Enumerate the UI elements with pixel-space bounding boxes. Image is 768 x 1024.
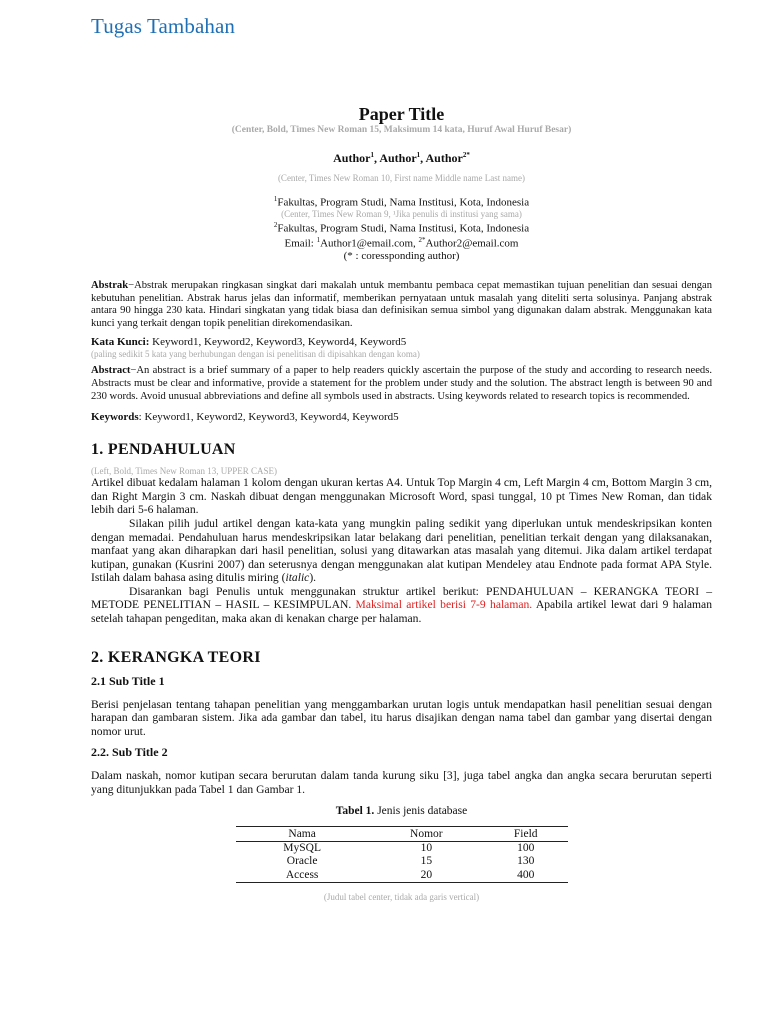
author-1: Author bbox=[333, 151, 371, 165]
affiliation-format-note: (Center, Times New Roman 9, ¹Jika penulis di institusi yang sama) bbox=[281, 208, 522, 219]
author-2-sup: 1 bbox=[416, 151, 421, 159]
author-3-sup: 2* bbox=[462, 151, 470, 159]
table-header-row bbox=[236, 826, 568, 841]
kata-kunci-text: Keyword1, Keyword2, Keyword3, Keyword4, Keyword5 bbox=[149, 336, 407, 349]
paper-title: Paper Title bbox=[358, 104, 445, 124]
affiliation-2 bbox=[91, 219, 712, 235]
table-caption-label: Tabel 1. bbox=[335, 804, 375, 817]
email-1: Author1@email.com, bbox=[320, 237, 419, 250]
section-2-heading: 2. KERANGKA TEORI bbox=[91, 648, 261, 666]
affiliation-1-sup: 1 bbox=[273, 195, 278, 203]
subsection-2-1-heading: 2.1 Sub Title 1 bbox=[91, 673, 165, 688]
section-1-paragraph-2 bbox=[91, 517, 712, 585]
title-format-note: (Center, Bold, Times New Roman 15, Maksimum 14 kata, Huruf Awal Huruf Besar) bbox=[231, 125, 572, 135]
subsection-2-2-text: Dalam naskah, nomor kutipan secara berurutan dalam tanda kurung siku [3], juga tabel angka dan angka secara berurutan seperti yang ditunjukkan pada Tabel 1 dan Gambar 1. bbox=[91, 769, 712, 797]
email-2-sup: 2* bbox=[418, 236, 426, 245]
subsection-2-1-text: Berisi penjelasan tentang tahapan penelitian yang menggambarkan urutan logis untuk mendapatkan hasil penelitian sesuai dengan harapan dan gambaran sistem. Jika ada gambar dan tabel, itu harus disajikan dengan nama tabel dan gambar yang disertai dengan nomor urut. bbox=[91, 697, 712, 738]
author-2: Author bbox=[379, 151, 417, 165]
affiliation-1-text: Fakultas, Program Studi, Nama Institusi, Kota, Indonesia bbox=[277, 196, 530, 209]
affiliation-2-sup: 2 bbox=[273, 220, 278, 229]
keywords-line bbox=[91, 411, 712, 424]
section-1-heading: 1. PENDAHULUAN bbox=[91, 441, 236, 459]
table-cell: 20 bbox=[369, 869, 484, 883]
section-1-paragraph-3 bbox=[91, 585, 712, 626]
author-1-sup: 1 bbox=[370, 151, 374, 159]
kata-kunci-label: Kata Kunci: bbox=[91, 336, 150, 349]
affiliation-1 bbox=[91, 193, 712, 209]
table-cell: Access bbox=[236, 869, 369, 883]
paragraph-3-text: Disarankan bagi Penulis untuk menggunakan struktur artikel berikut: PENDAHULUAN – KERANGKA TEORI – METODE PENELITIAN – HASIL – KESIMPULAN. bbox=[91, 584, 712, 612]
table-cell: 100 bbox=[517, 841, 535, 854]
email-line bbox=[91, 234, 712, 250]
abstrak-label: Abstrak bbox=[91, 279, 129, 291]
section-1-format-note: (Left, Bold, Times New Roman 13, UPPER CASE) bbox=[91, 466, 278, 477]
table-caption bbox=[91, 805, 712, 817]
italic-term: italic bbox=[285, 571, 310, 585]
table-cell: 15 bbox=[420, 855, 433, 868]
corresponding-note: (* : coressponding author) bbox=[343, 249, 460, 262]
section-1-paragraph-1: Artikel dibuat kedalam halaman 1 kolom dengan ukuran kertas A4. Untuk Top Margin 4 cm, Left Margin 4 cm, Bottom Margin 3 cm, dan Right Margin 3 cm. Naskah dibuat dengan menggunakan Microsoft Word, spasi tunggal, 10 pt Times New Roman, dan tidak lebih dari 5-6 halaman. bbox=[91, 476, 712, 517]
paragraph-3-end: Apabila artikel lewat dari 9 halaman setelah tahapan pengeditan, maka akan di kenakan charge per halaman. bbox=[91, 598, 712, 626]
email-prefix: Email: bbox=[284, 237, 317, 250]
author-line: Author$^1$, Author$^1$, Author$^{2*}$ bbox=[333, 151, 470, 165]
table-row bbox=[236, 841, 568, 855]
table-cell: 10 bbox=[420, 841, 433, 854]
author-format-note: (Center, Times New Roman 10, First name Middle name Last name) bbox=[277, 173, 526, 183]
kata-kunci-line bbox=[91, 336, 712, 349]
table-format-note: (Judul tabel center, tidak ada garis vertical) bbox=[323, 892, 480, 903]
table-header-field: Field bbox=[484, 826, 568, 841]
paragraph-2-text: Silakan pilih judul artikel dengan kata-kata yang mungkin paling sedikit yang diperlukan untuk mendeskripsikan konten dengan memadai. Pendahuluan harus mendeskripsikan latar belakang dari penelitian, penelitian terkait dengan yang dilaksanakan, manfaat yang akan diharapkan dari hasil penelitian, solusi yang ditawarkan atas masalah yang ditemui. Jika dalam artikel terdapat kutipan, gunakan (Kusrini 2007) dan seterusnya dengan menggunakan alat kutipan Mendeley atau Endnote pada format APA Style. Istilah dalam bahasa asing ditulis miring ( bbox=[91, 516, 712, 585]
abstract-paragraph bbox=[91, 365, 712, 403]
paper-page bbox=[91, 100, 712, 902]
keywords-label: Keywords bbox=[91, 411, 139, 424]
table-cell: 130 bbox=[517, 855, 535, 868]
abstrak-paragraph bbox=[91, 280, 712, 330]
abstract-text: −An abstract is a brief summary of a paper to help readers quickly ascertain the purpose of the study and according to research needs. Abstracts must be clear and informative, provide a statement for the problem under study and the solution. The abstract length is between 90 and 230 words. Avoid unusual abbreviations and define all symbols used in abstracts. Using keywords related to research topics is recommended. bbox=[91, 365, 712, 402]
table-cell: 400 bbox=[484, 869, 568, 883]
page-limit-warning: Maksimal artikel berisi 7-9 halaman. bbox=[355, 598, 533, 612]
table-row bbox=[236, 869, 568, 883]
subsection-2-2-heading: 2.2. Sub Title 2 bbox=[91, 745, 168, 760]
email-1-sup: 1 bbox=[316, 236, 321, 245]
table-cell: Oracle bbox=[286, 855, 318, 868]
database-table bbox=[236, 826, 568, 884]
table-cell: MySQL bbox=[283, 841, 321, 854]
table-row bbox=[236, 855, 568, 869]
document-header-title: Tugas Tambahan bbox=[91, 14, 236, 38]
abstrak-text: −Abstrak merupakan ringkasan singkat dari makalah untuk membantu pembaca cepat memastikan tujuan penelitian dan sesuai dengan kebutuhan penelitian. Abstrak harus jelas dan informatif, memberikan pernyataan untuk masalah yang diteliti serta solusinya. Panjang abstrak antara 90 hingga 230 kata. Hindari singkatan yang tidak biasa dan definisikan semua simbol yang digunakan dalam abstrak. Menggunakan kata kunci yang terkait dengan topik penelitian direkomendasikan. bbox=[91, 279, 712, 329]
paragraph-2-end: ). bbox=[309, 571, 317, 585]
email-2: Author2@email.com bbox=[425, 237, 519, 250]
kata-kunci-note: (paling sedikit 5 kata yang berhubungan dengan isi penelitisan di dipisahkan dengan koma) bbox=[91, 349, 420, 360]
table-caption-text: Jenis jenis database bbox=[374, 804, 468, 817]
table-header-nomor: Nomor bbox=[369, 826, 484, 841]
affiliation-2-text: Fakultas, Program Studi, Nama Institusi, Kota, Indonesia bbox=[277, 222, 530, 235]
author-3: Author bbox=[425, 151, 463, 165]
keywords-text: : Keyword1, Keyword2, Keyword3, Keyword4, Keyword5 bbox=[138, 411, 399, 424]
table-header-nama: Nama bbox=[236, 826, 369, 841]
abstract-label: Abstract bbox=[91, 365, 131, 377]
